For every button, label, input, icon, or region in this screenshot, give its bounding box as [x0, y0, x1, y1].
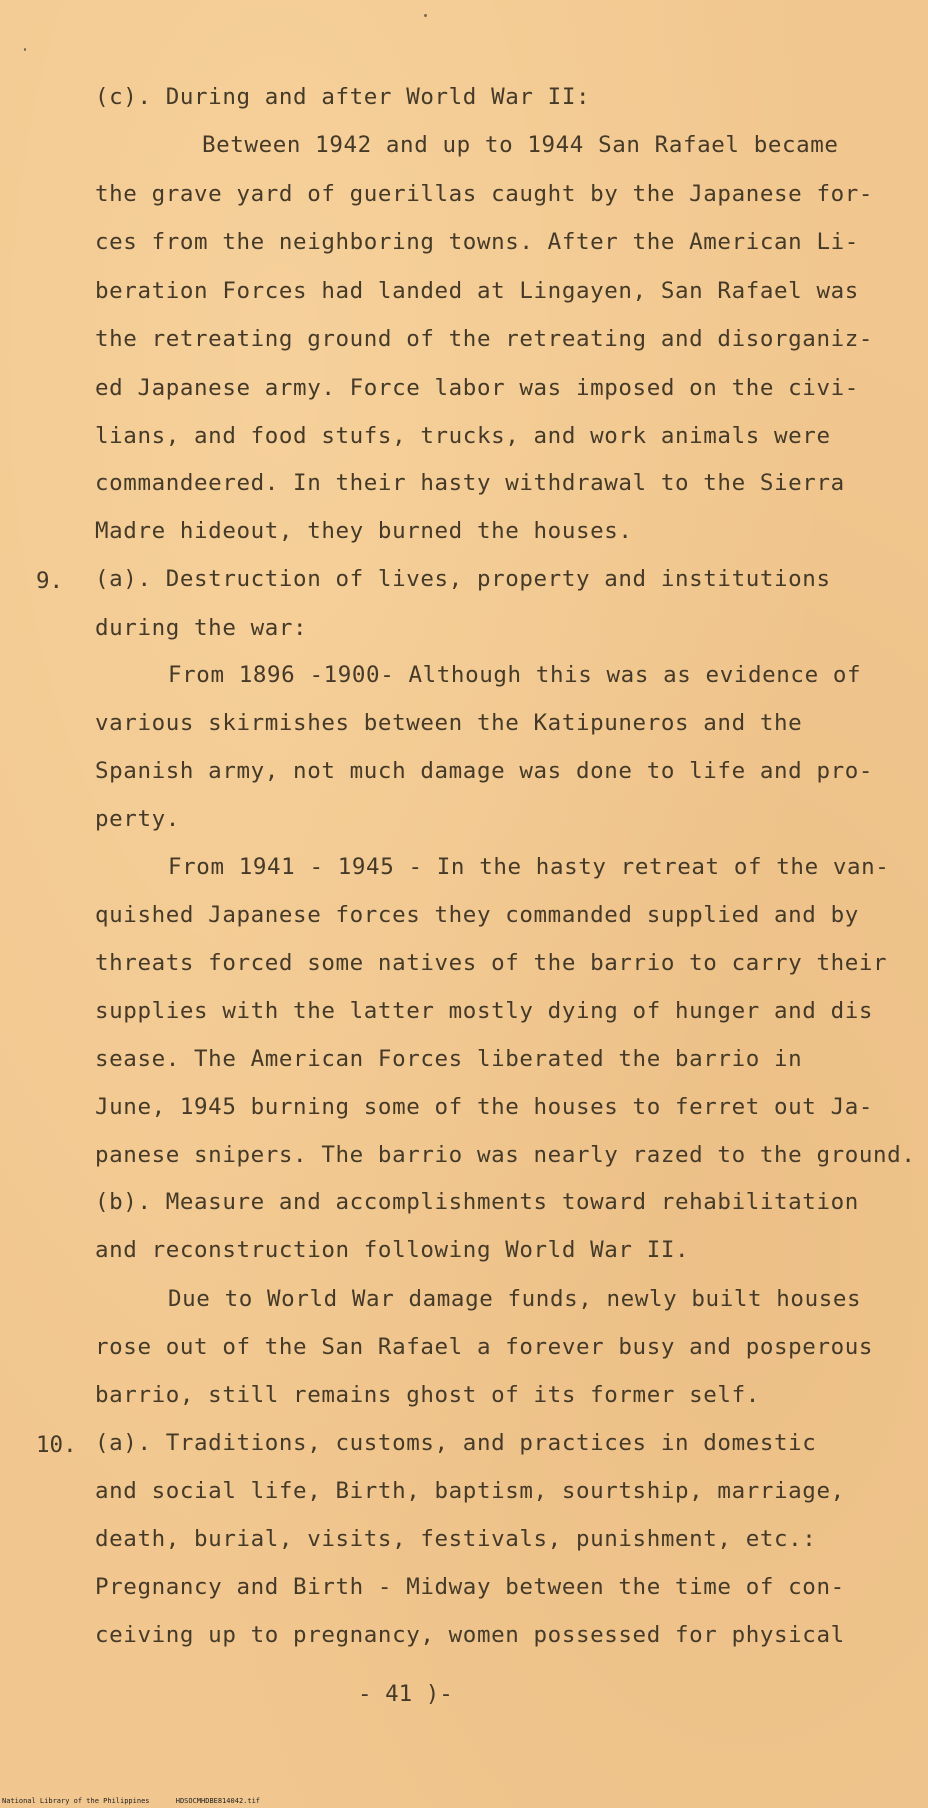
text-line: (a). Destruction of lives, property and institutions — [95, 566, 831, 592]
text-line: ed Japanese army. Force labor was imposed on the civi- — [95, 375, 859, 401]
footer-filename: HDSOCMHDBE814042.tif — [175, 1797, 261, 1805]
paper-speck — [424, 14, 427, 17]
text-line: Madre hideout, they burned the houses. — [95, 518, 633, 544]
text-line: the retreating ground of the retreating and disorganiz- — [95, 326, 874, 352]
text-line: beration Forces had landed at Lingayen, San Rafael was — [95, 278, 859, 304]
text-line: Between 1942 and up to 1944 San Rafael became — [202, 132, 839, 158]
text-line: Spanish army, not much damage was done to life and pro- — [95, 758, 874, 784]
text-line: and social life, Birth, baptism, sourtship, marriage, — [95, 1478, 845, 1504]
text-line: From 1941 - 1945 - In the hasty retreat of the van- — [168, 854, 890, 880]
text-line: various skirmishes between the Katipuneros and the — [95, 710, 803, 736]
text-line: death, burial, visits, festivals, punishment, etc.: — [95, 1526, 817, 1552]
text-line: Due to World War damage funds, newly built houses — [168, 1286, 862, 1312]
text-line: lians, and food stufs, trucks, and work animals were — [95, 423, 831, 449]
text-line: (b). Measure and accomplishments toward rehabilitation — [95, 1189, 859, 1215]
text-line: sease. The American Forces liberated the barrio in — [95, 1046, 803, 1072]
text-line: quished Japanese forces they commanded supplied and by — [95, 902, 859, 928]
text-line: panese snipers. The barrio was nearly razed to the ground. — [95, 1142, 916, 1168]
paper-speck — [24, 48, 26, 51]
text-line: Pregnancy and Birth - Midway between the time of con- — [95, 1574, 845, 1600]
page-number: - 41 )- — [358, 1681, 453, 1707]
text-line: (c). During and after World War II: — [95, 84, 591, 110]
text-line: supplies with the latter mostly dying of hunger and dis — [95, 998, 874, 1024]
text-line: the grave yard of guerillas caught by the Japanese for- — [95, 181, 874, 207]
text-line: ces from the neighboring towns. After the American Li- — [95, 229, 859, 255]
text-line: rose out of the San Rafael a forever busy and posperous — [95, 1334, 874, 1360]
text-line: (a). Traditions, customs, and practices in domestic — [95, 1430, 817, 1456]
section-number: 10. — [36, 1432, 77, 1458]
text-line: during the war: — [95, 615, 308, 641]
text-line: ceiving up to pregnancy, women possessed for physical — [95, 1622, 845, 1648]
scan-footer — [2, 1797, 282, 1805]
text-line: barrio, still remains ghost of its former self. — [95, 1382, 760, 1408]
footer-institution: National Library of the Philippines — [2, 1797, 150, 1805]
text-line: perty. — [95, 806, 180, 832]
section-number: 9. — [36, 568, 64, 594]
text-line: threats forced some natives of the barrio to carry their — [95, 950, 888, 976]
text-line: From 1896 -1900- Although this was as evidence of — [168, 662, 862, 688]
text-line: June, 1945 burning some of the houses to ferret out Ja- — [95, 1094, 874, 1120]
text-line: and reconstruction following World War II. — [95, 1237, 690, 1263]
text-line: commandeered. In their hasty withdrawal to the Sierra — [95, 470, 845, 496]
